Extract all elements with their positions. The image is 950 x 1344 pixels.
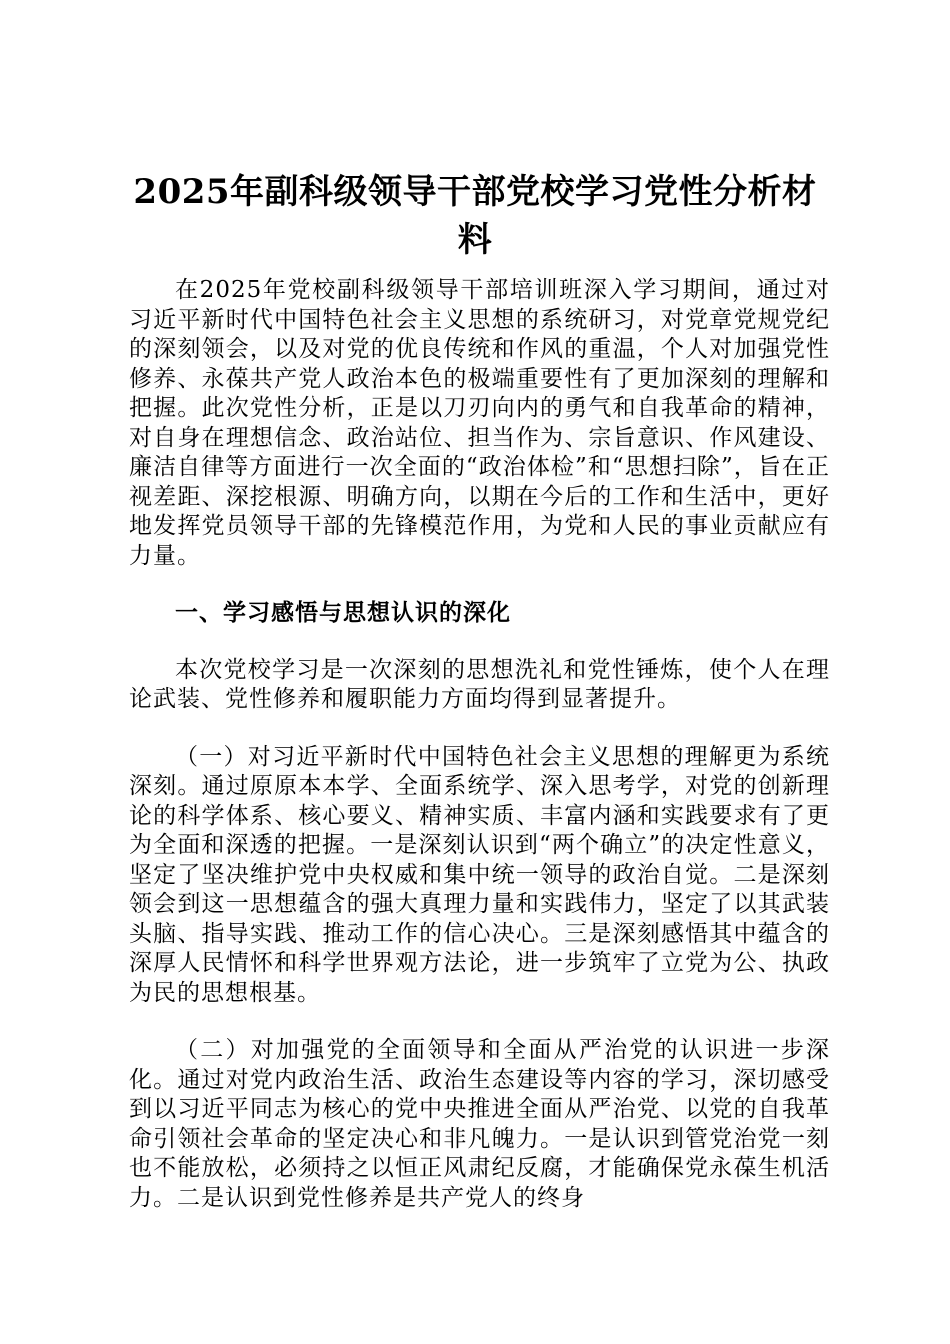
document-title: 2025年副科级领导干部党校学习党性分析材料 <box>133 172 817 260</box>
subsection-2-paragraph: （二）对加强党的全面领导和全面从严治党的认识进一步深化。通过对党内政治生活、政治生态建设等内容的学习，深切感受到以习近平同志为核心的党中央推进全面从严治党、以党的自我革命引领社会革命的坚定决心和非凡魄力。一是认识到管党治党一刻也不能放松，必须持之以恒正风肃纪反腐，才能确保党永葆生机活力。二是认识到党性修养是共产党人的终身 <box>129 1037 830 1211</box>
section-1-intro-paragraph: 本次党校学习是一次深刻的思想洗礼和党性锤炼，使个人在理论武装、党性修养和履职能力方面均得到显著提升。 <box>129 656 830 712</box>
section-heading-1: 一、学习感悟与思想认识的深化 <box>175 600 511 626</box>
subsection-1-paragraph: （一）对习近平新时代中国特色社会主义思想的理解更为系统深刻。通过原原本本学、全面系统学、深入思考学，对党的创新理论的科学体系、核心要义、精神实质、丰富内涵和实践要求有了更为全面和深透的把握。一是深刻认识到“两个确立”的决定性意义，坚定了坚决维护党中央权威和集中统一领导的政治自觉。二是深刻领会到这一思想蕴含的强大真理力量和实践伟力，坚定了以其武装头脑、指导实践、推动工作的信心决心。三是深刻感悟其中蕴含的深厚人民情怀和科学世界观方法论，进一步筑牢了立党为公、执政为民的思想根基。 <box>129 743 830 1006</box>
intro-paragraph: 在2025年党校副科级领导干部培训班深入学习期间，通过对习近平新时代中国特色社会主义思想的系统研习，对党章党规党纪的深刻领会，以及对党的优良传统和作风的重温，个人对加强党性修养、永葆共产党人政治本色的极端重要性有了更加深刻的理解和把握。此次党性分析，正是以刀刃向内的勇气和自我革命的精神，对自身在理想信念、政治站位、担当作为、宗旨意识、作风建设、廉洁自律等方面进行一次全面的“政治体检”和“思想扫除”，旨在正视差距、深挖根源、明确方向，以期在今后的工作和生活中，更好地发挥党员领导干部的先锋模范作用，为党和人民的事业贡献应有力量。 <box>129 277 830 569</box>
document-body <box>129 276 830 1213</box>
